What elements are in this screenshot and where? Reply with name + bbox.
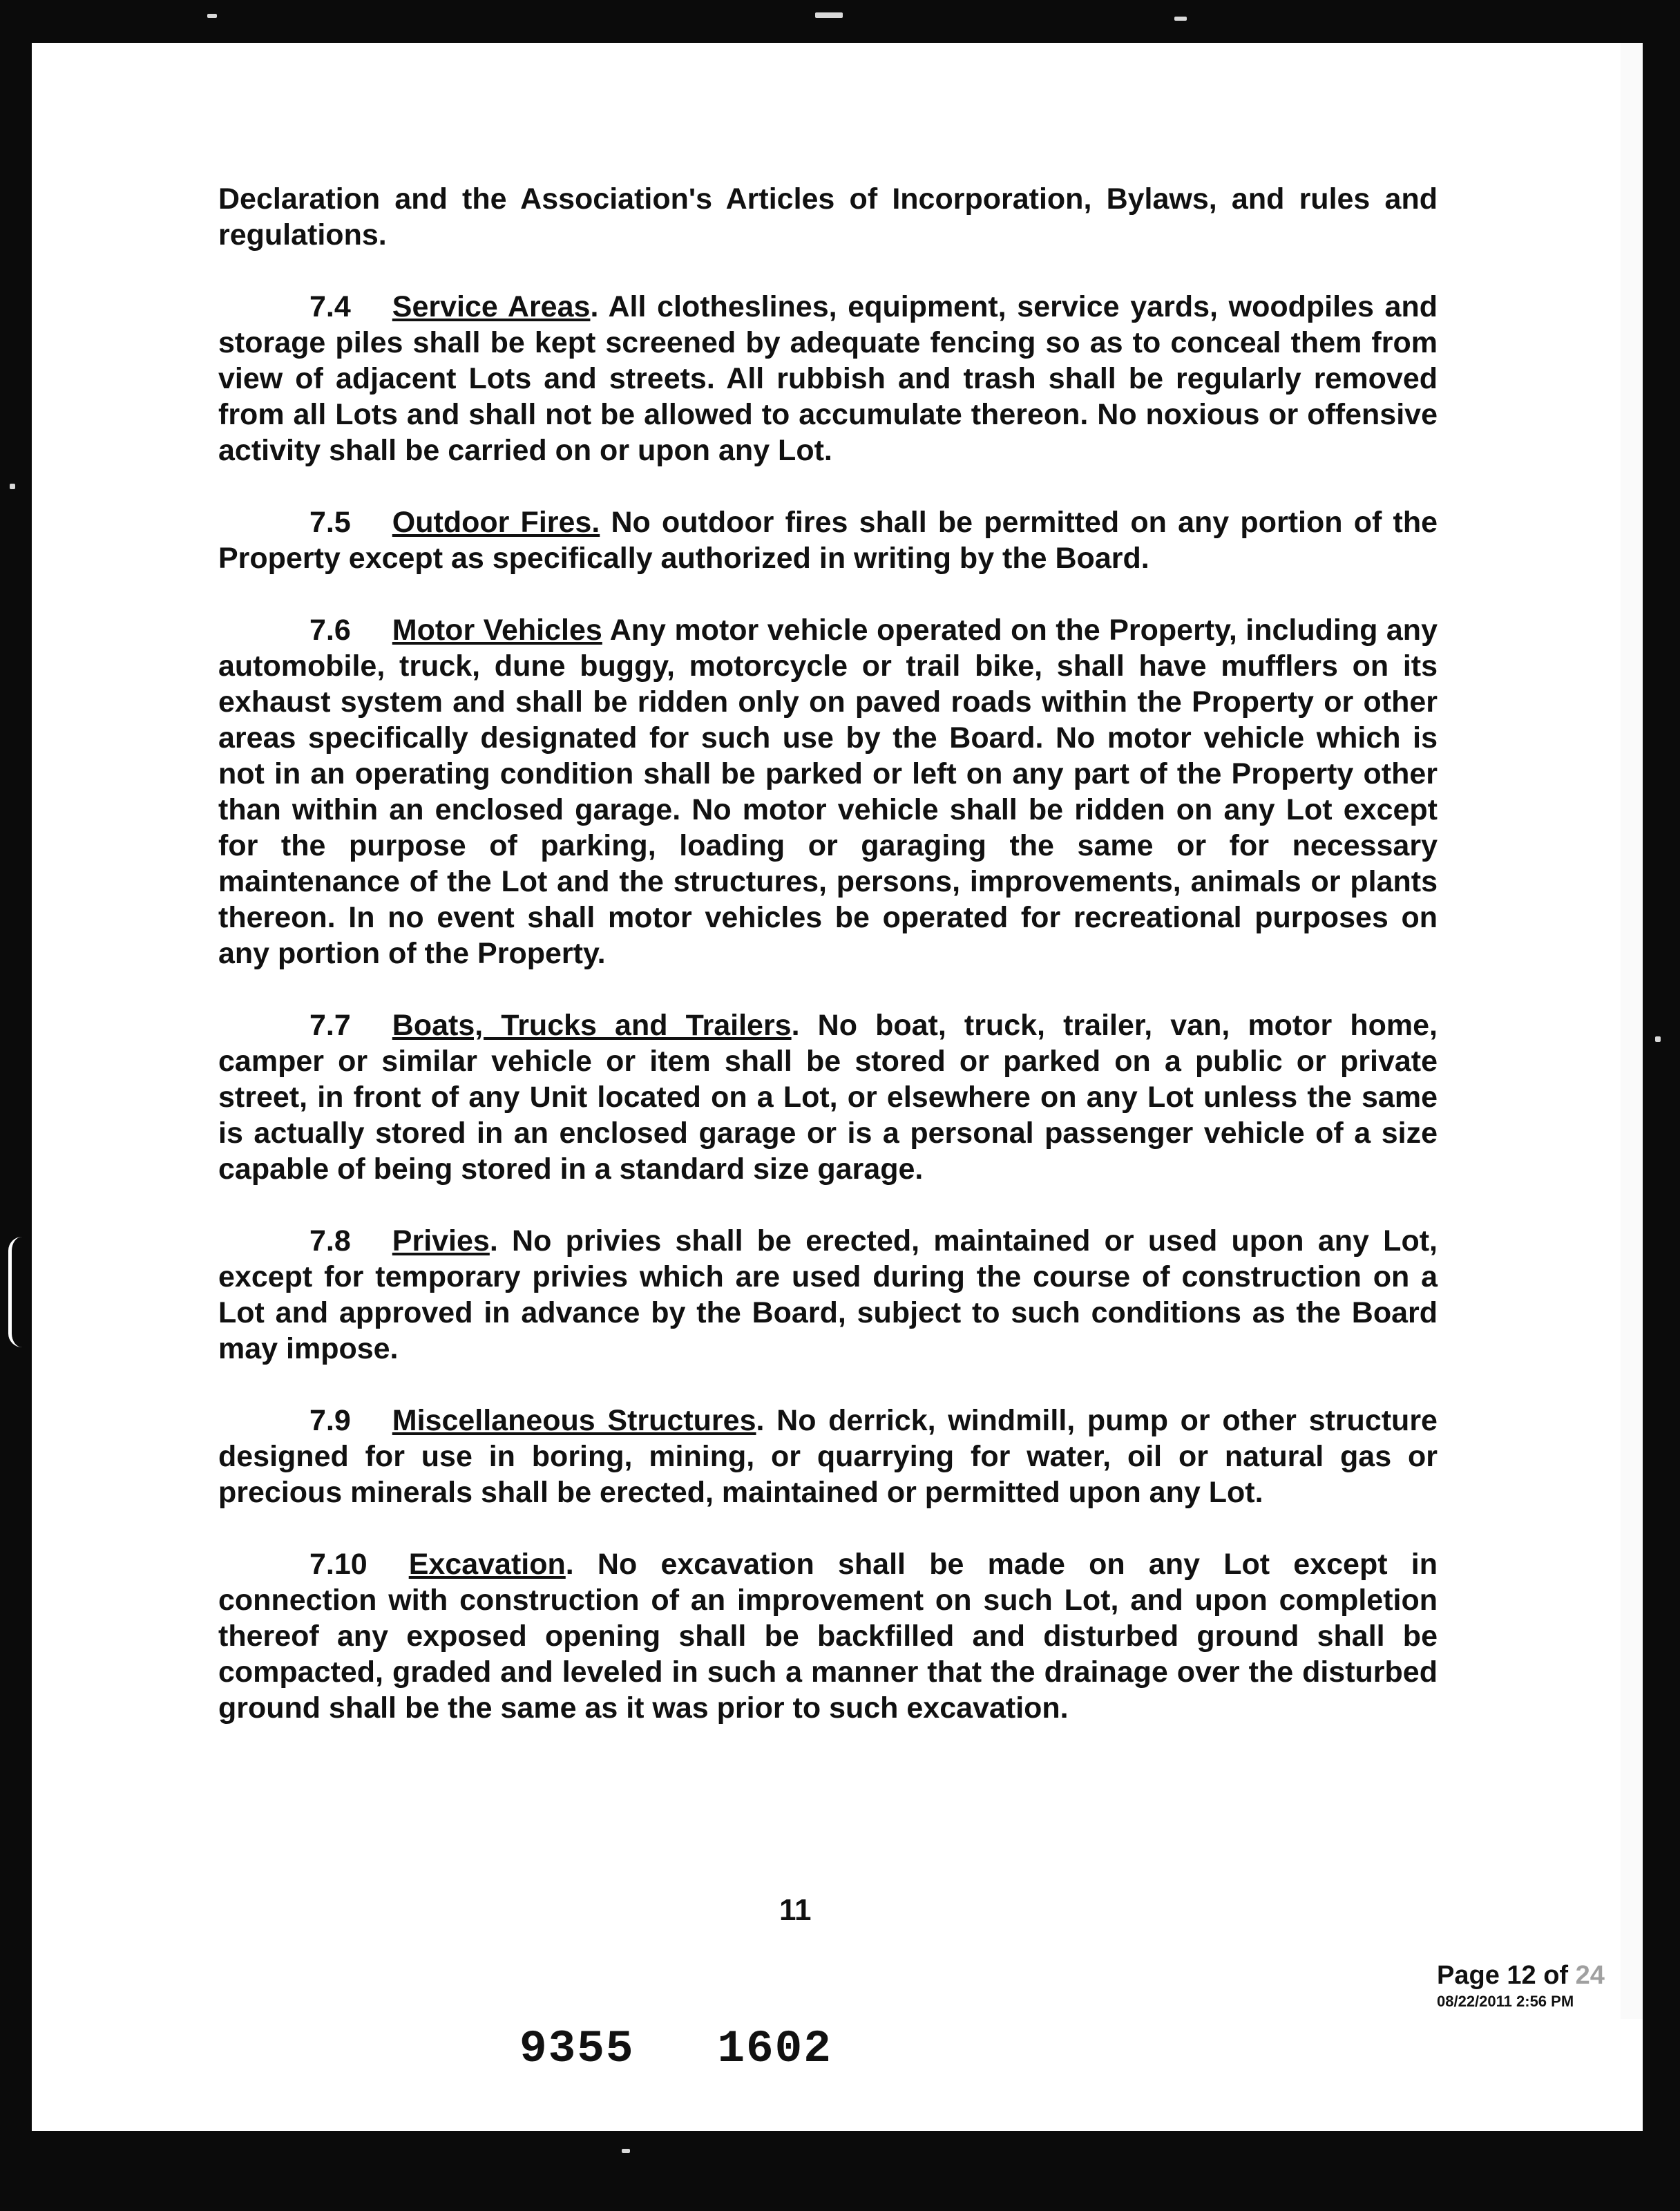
section-number: 7.10	[309, 1548, 368, 1581]
section-7-4	[218, 289, 1438, 468]
section-body: . No derrick, windmill, pump or other structure designed for use in boring, mining, or quarrying for water, oil or natural gas or precious minerals shall be erected, maintained or permitted upon any Lot.	[218, 1404, 1438, 1509]
section-7-8	[218, 1223, 1438, 1367]
section-body: . No boat, truck, trailer, van, motor home, camper or similar vehicle or item shall be stored or parked on a public or private street, in front of any Unit located on a Lot, or elsewhere on any Lot unless the same is actually stored in an enclosed garage or is a personal passenger vehicle of a size capable of being stored in a standard size garage.	[218, 1009, 1438, 1186]
book-number: 9355	[519, 2023, 635, 2075]
section-7-9	[218, 1403, 1438, 1510]
section-title: Privies	[392, 1224, 490, 1258]
scan-edge-strip	[1621, 43, 1643, 2019]
intro-text: Declaration and the Association's Articles of Incorporation, Bylaws, and rules and regulations.	[218, 182, 1438, 252]
section-body: . No excavation shall be made on any Lot except in connection with construction of an improvement on such Lot, and upon completion thereof any exposed opening shall be backfilled and disturbed ground shall be compacted, graded and leveled in such a manner that the drainage over the disturbed ground shall be the same as it was prior to such excavation.	[218, 1548, 1438, 1725]
section-body: . No privies shall be erected, maintained or used upon any Lot, except for temporary privies which are used during the course of construction on a Lot and approved in advance by the Board, subject to such conditions as the Board may impose.	[218, 1224, 1438, 1365]
section-7-10	[218, 1546, 1438, 1726]
section-7-6	[218, 612, 1438, 971]
section-7-7	[218, 1007, 1438, 1187]
section-number: 7.4	[309, 290, 351, 323]
book-page-number: 1602	[717, 2023, 832, 2075]
section-body: No outdoor fires shall be permitted on any portion of the Property except as specifically authorized in writing by the Board.	[218, 506, 1438, 575]
document-body	[218, 181, 1438, 1762]
section-number: 7.6	[309, 614, 351, 647]
section-title: Miscellaneous Structures	[392, 1404, 756, 1437]
section-number: 7.8	[309, 1224, 351, 1258]
intro-paragraph	[218, 181, 1438, 253]
section-title: Motor Vehicles	[392, 614, 602, 647]
section-number: 7.9	[309, 1404, 351, 1437]
section-title: Excavation	[408, 1548, 566, 1581]
scan-speck	[1655, 1036, 1661, 1042]
section-7-5	[218, 504, 1438, 576]
scan-speck	[1174, 17, 1187, 21]
section-number: 7.5	[309, 506, 351, 539]
page-of-stamp	[1437, 1961, 1605, 1991]
book-page-stamp	[519, 2023, 832, 2075]
scan-speck	[622, 2149, 630, 2153]
scan-frame-top	[0, 0, 1680, 43]
page-number: 11	[779, 1893, 812, 1927]
scan-frame-bottom	[0, 2131, 1680, 2211]
scan-speck	[10, 484, 15, 489]
scan-frame-right	[1643, 0, 1680, 2211]
page-of-total: 24	[1575, 1961, 1605, 1990]
page-of-prefix: Page 12 of	[1437, 1961, 1576, 1990]
section-number: 7.7	[309, 1009, 351, 1042]
section-title: Service Areas	[392, 290, 591, 323]
recording-timestamp: 08/22/2011 2:56 PM	[1437, 1993, 1574, 2010]
section-body: . All clotheslines, equipment, service yards, woodpiles and storage piles shall be kept screened by adequate fencing so as to conceal them from view of adjacent Lots and streets. All rubbish and trash shall be regularly removed from all Lots and shall not be allowed to accumulate thereon. No noxious or offensive activity shall be carried on or upon any Lot.	[218, 290, 1438, 467]
section-body: Any motor vehicle operated on the Property, including any automobile, truck, dune buggy, motorcycle or trail bike, shall have mufflers on its exhaust system and shall be ridden only on paved roads within the Property or other areas specifically designated for such use by the Board. No motor vehicle which is not in an operating condition shall be parked or left on any part of the Property other than within an enclosed garage. No motor vehicle shall be ridden on any Lot except for the purpose of parking, loading or garaging the same or for necessary maintenance of the Lot and the structures, persons, improvements, animals or plants thereon. In no event shall motor vehicles be operated for recreational purposes on any portion of the Property.	[218, 614, 1438, 970]
section-title: Boats, Trucks and Trailers	[392, 1009, 792, 1042]
section-title: Outdoor Fires.	[392, 506, 600, 539]
scan-frame-left	[0, 0, 32, 2211]
scan-edge-mark	[8, 1237, 24, 1347]
scan-speck	[207, 14, 217, 18]
scan-speck	[815, 12, 843, 18]
